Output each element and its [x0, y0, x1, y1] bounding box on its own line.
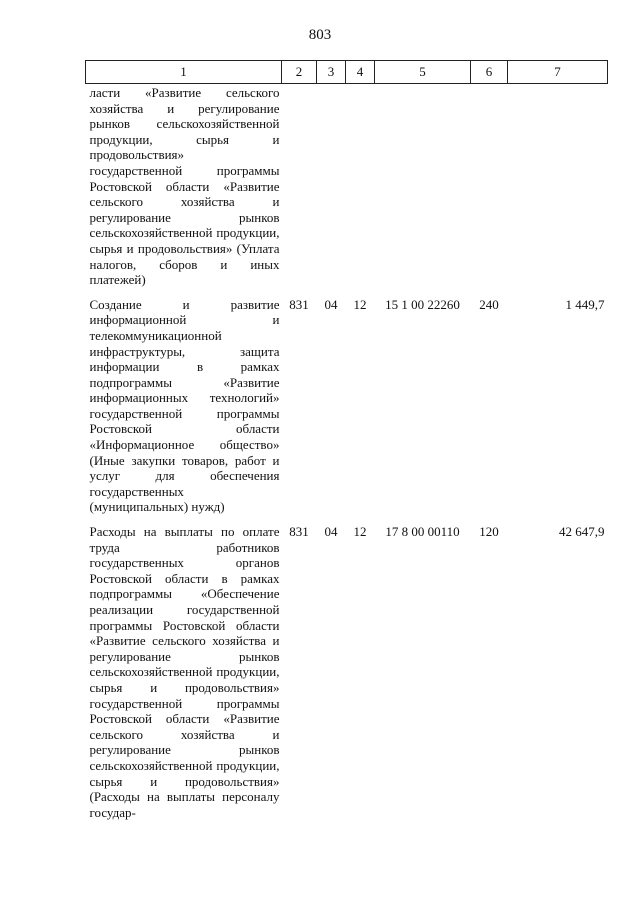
col-header-5: 5 [375, 61, 471, 84]
table-row [86, 297, 608, 524]
col-header-1: 1 [86, 61, 282, 84]
row-description: Расходы на выплаты по оплате труда работников государственных органов Ростовской области в рамках подпрограммы «Обеспечение реализации государственной программы Ростовской области «Развитие сельского хозяйства и регулирование рынков сельскохозяйственной продукции, сырья и продовольствия» государственной программы Ростовской области «Развитие сельского хозяйства и регулирование рынков сельскохозяйственной продукции, сырья и продовольствия» (Расходы на выплаты персоналу государ- [89, 524, 280, 820]
table-row [86, 524, 608, 829]
col-header-2: 2 [282, 61, 317, 84]
row-subsection: 12 [353, 524, 367, 540]
row-admin-code [282, 84, 317, 297]
row-target-article [375, 84, 471, 297]
row-section [317, 84, 346, 297]
row-section: 04 [324, 296, 338, 312]
budget-table [85, 60, 608, 829]
row-expense-type [471, 84, 508, 297]
row-admin-code: 831 [289, 296, 309, 312]
row-subsection: 12 [353, 296, 367, 312]
row-expense-type: 120 [479, 524, 499, 540]
col-header-4: 4 [346, 61, 375, 84]
row-subsection [346, 84, 375, 297]
row-section: 04 [324, 524, 338, 540]
row-target-article: 15 1 00 22260 [385, 296, 460, 312]
row-amount: 1 449,7 [565, 296, 605, 312]
row-target-article: 17 8 00 00110 [385, 524, 460, 540]
row-admin-code: 831 [289, 524, 309, 540]
row-amount [508, 84, 608, 297]
table-row [86, 84, 608, 297]
row-description: Создание и развитие информационной и телекоммуникационной инфраструктуры, защита информации в рамках подпрограммы «Развитие информационных технологий» государственной программы Ростовской области «Информационное общество» (Иные закупки товаров, работ и услуг для обеспечения государственных (муниципальных) нужд) [89, 296, 280, 515]
row-expense-type: 240 [479, 296, 499, 312]
row-description: ласти «Развитие сельского хозяйства и регулирование рынков сельскохозяйственной продукции, сырья и продовольствия» государственной программы Ростовской области «Развитие сельского хозяйства и регулирование рынков сельскохозяйственной продукции, сырья и продовольствия» (Уплата налогов, сборов и иных платежей) [89, 85, 280, 288]
col-header-6: 6 [471, 61, 508, 84]
row-amount: 42 647,9 [559, 524, 605, 540]
col-header-3: 3 [317, 61, 346, 84]
page-number: 803 [308, 27, 332, 43]
col-header-7: 7 [508, 61, 608, 84]
table-header-row [86, 61, 608, 84]
